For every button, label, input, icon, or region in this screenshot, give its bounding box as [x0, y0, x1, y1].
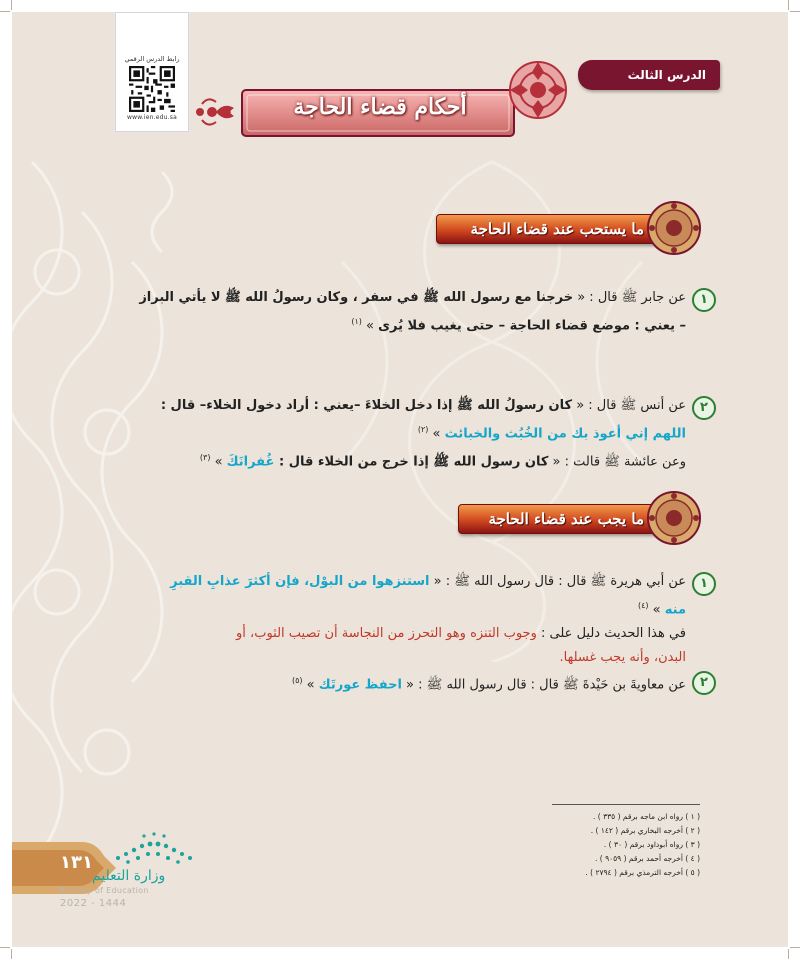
ruling-line: في هذا الحديث دليل على : وجوب التنزه وهو التحرز من النجاسة أن تصيب الثوب، أو: [235, 626, 686, 642]
rosette-icon: [646, 200, 702, 256]
page-number: ١٣١: [60, 852, 93, 873]
qr-card[interactable]: [115, 12, 189, 132]
qr-caption: رابط الدرس الرقمي: [124, 55, 180, 63]
footnote: ( ٢ ) أخرجه البخاري برقم ( ١٤٢ ) .: [590, 826, 700, 835]
footnote-ref[interactable]: (١): [351, 317, 362, 326]
item-number-badge: ٢: [692, 396, 716, 420]
arabesque-ornament: [12, 12, 202, 947]
crop-mark: [790, 11, 800, 12]
lesson-title: أحكام قضاء الحاجة: [293, 94, 467, 120]
hadith-line: منه » $^{(٤)}$: [637, 601, 686, 618]
footnote-ref[interactable]: (٢): [417, 425, 429, 434]
hadith-line: عن معاويةَ بن حَيْدةَ ﷺ قال : قال رسول الله ﷺ : « احفظ عورتَك » $^{(٥)}$: [292, 676, 686, 693]
section-heading-obligatory: [422, 490, 702, 546]
ministry-name-ar: وزارة التعليم: [92, 868, 166, 884]
item-number-badge: ٢: [692, 671, 716, 695]
ruling-line: البدن، وأنه يجب غسلها.: [559, 650, 686, 666]
hadith-line: عن أبي هريرة ﷺ قال : قال رسول الله ﷺ : « استنزهوا من البوْل، فإن أكثرَ عذابِ القبرِ: [170, 574, 686, 589]
qr-code-icon[interactable]: [129, 66, 175, 112]
lesson-label: الدرس الثالث: [578, 60, 720, 90]
rosette-icon: [646, 490, 702, 546]
section-title: ما يستحب عند قضاء الحاجة: [470, 220, 644, 238]
footnote: ( ٥ ) أخرجه الترمذي برقم ( ٢٧٩٤ ) .: [585, 868, 700, 877]
hadith-item: [72, 570, 686, 670]
hadith-line: اللهم إني أعوذ بك من الخُبُث والخبائث » $^{(٢)}$: [417, 425, 686, 442]
crop-mark: [0, 11, 10, 12]
hadith-line: وعن عائشة ﷺ قالت : « كان رسول الله ﷺ إذا خرج من الخلاء قال : غُفرانَكَ » $^{(٣)}$: [199, 453, 686, 470]
footnotes: [532, 810, 700, 880]
hadith-item: [72, 394, 686, 475]
crop-mark: [790, 947, 800, 948]
footnote: ( ٤ ) أخرجه أحمد برقم ( ٩٠٥٩ ) .: [594, 854, 700, 863]
qr-url[interactable]: www.ien.edu.sa: [127, 114, 177, 121]
item-number-badge: ١: [692, 288, 716, 312]
footnote-ref[interactable]: (٤): [637, 601, 649, 610]
footnote: ( ١ ) رواه ابن ماجه برقم ( ٣٣٥ ) .: [593, 812, 700, 821]
footnote: ( ٣ ) رواه أبوداود برقم ( ٣٠ ) .: [603, 840, 700, 849]
textbook-page: [12, 12, 788, 947]
crop-mark: [11, 949, 12, 959]
crop-mark: [0, 947, 10, 948]
hadith-item: [72, 669, 686, 697]
hadith-line: عن جابر ﷺ قال : « خرجنا مع رسول الله ﷺ في سفر ، وكان رسولُ الله ﷺ لا يأتي البراز: [139, 290, 686, 305]
hadith-item: [72, 286, 686, 338]
hadith-line: – يعني : موضع قضاء الحاجة – حتى يغيب فلا يُرى » $^{(١)}$: [351, 317, 686, 334]
hadith-line: عن أنس ﷺ قال : « كان رسولُ الله ﷺ إذا دخل الخلاءَ –يعني : أراد دخول الخلاء– قال :: [160, 398, 686, 413]
edition-year: 2022 - 1444: [60, 898, 127, 909]
ministry-name-en: Ministry of Education: [58, 886, 149, 895]
footnote-divider: [552, 804, 700, 805]
footnote-ref[interactable]: (٥): [292, 676, 303, 685]
crop-mark: [788, 0, 789, 10]
crop-mark: [11, 0, 12, 10]
item-number-badge: ١: [692, 572, 716, 596]
section-heading-recommended: [402, 200, 702, 256]
section-title: ما يجب عند قضاء الحاجة: [488, 510, 644, 528]
ministry-logo-icon: [98, 830, 198, 870]
crop-mark: [788, 949, 789, 959]
footnote-ref[interactable]: (٣): [199, 453, 211, 463]
